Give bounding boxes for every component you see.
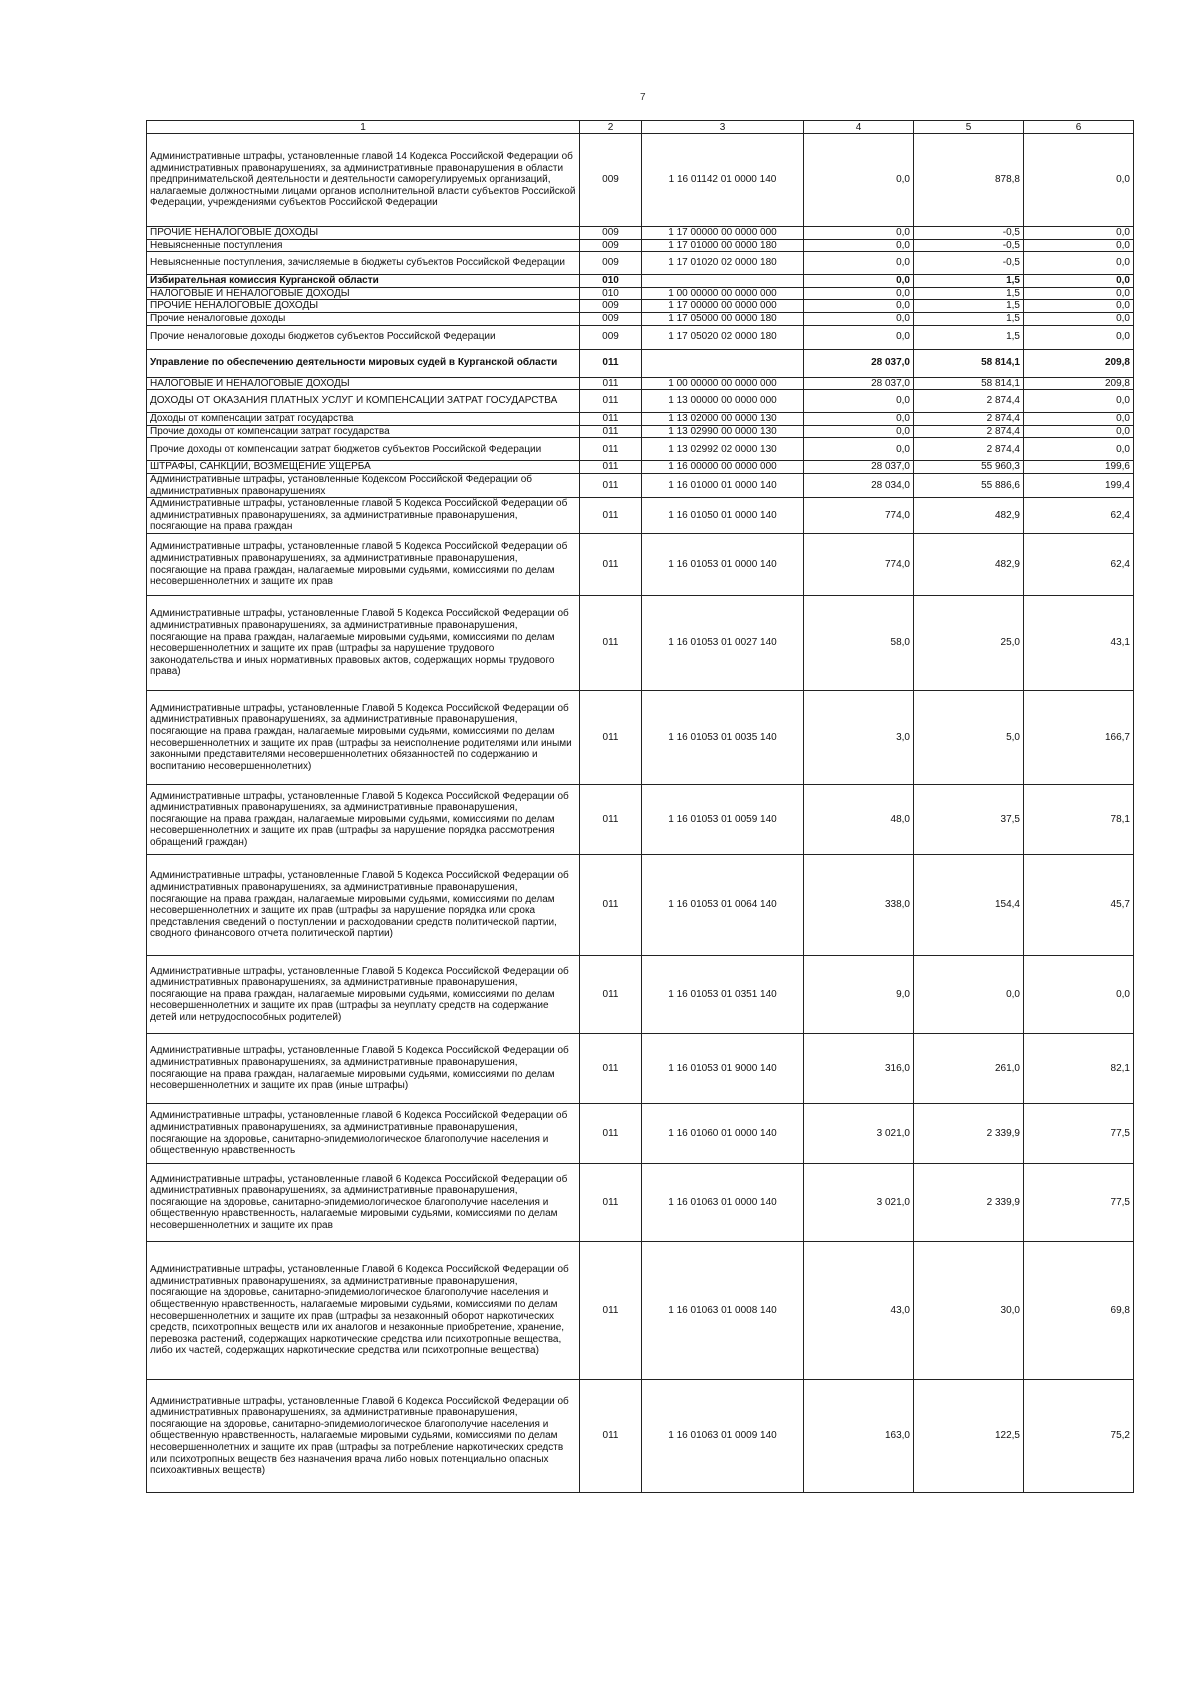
row-name-cell: Административные штрафы, установленные Главой 5 Кодекса Российской Федерации об административных правонарушениях, за административные правонарушения, посягающие на права граждан, налагаемые мировыми судьями, комиссиями по делам несовершеннолетних и защите их прав (иные штрафы): [147, 1034, 580, 1104]
row-name-cell: Административные штрафы, установленные главой 5 Кодекса Российской Федерации об административных правонарушениях, за административные правонарушения, посягающие на права граждан: [147, 498, 580, 534]
row-col5-cell: 122,5: [914, 1380, 1024, 1493]
row-name-cell: Административные штрафы, установленные главой 14 Кодекса Российской Федерации об административных правонарушениях, за административные правонарушения в области предпринимательской деятельности и деятельности саморегулируемых организаций, налагаемые должностными лицами органов исполнительной власти субъектов Российской Федерации, учреждениями субъектов Российской Федерации: [147, 134, 580, 227]
table-row: [147, 312, 1134, 325]
row-col6-cell: 209,8: [1024, 377, 1134, 390]
row-col6-cell: 0,0: [1024, 438, 1134, 461]
table-row: [147, 1034, 1134, 1104]
row-admin-code-cell: 009: [580, 300, 642, 313]
column-header: 2: [580, 121, 642, 134]
row-admin-code-cell: 011: [580, 855, 642, 956]
row-budget-code-cell: 1 00 00000 00 0000 000: [642, 377, 804, 390]
row-name-cell: Прочие неналоговые доходы: [147, 312, 580, 325]
row-col4-cell: 0,0: [804, 275, 914, 288]
row-col5-cell: 2 874,4: [914, 425, 1024, 438]
row-budget-code-cell: 1 17 00000 00 0000 000: [642, 300, 804, 313]
row-col5-cell: 2 874,4: [914, 438, 1024, 461]
table-row: [147, 855, 1134, 956]
row-col6-cell: 0,0: [1024, 287, 1134, 300]
row-budget-code-cell: 1 16 01000 01 0000 140: [642, 473, 804, 497]
row-col6-cell: 0,0: [1024, 134, 1134, 227]
row-budget-code-cell: 1 16 01060 01 0000 140: [642, 1104, 804, 1164]
row-col5-cell: 2 874,4: [914, 390, 1024, 413]
row-admin-code-cell: 011: [580, 1242, 642, 1380]
table-row: [147, 956, 1134, 1034]
row-budget-code-cell: 1 13 02992 02 0000 130: [642, 438, 804, 461]
row-col5-cell: 1,5: [914, 325, 1024, 349]
row-col5-cell: 1,5: [914, 312, 1024, 325]
row-col4-cell: 3 021,0: [804, 1164, 914, 1242]
row-col4-cell: 0,0: [804, 239, 914, 252]
row-col6-cell: 62,4: [1024, 534, 1134, 596]
row-admin-code-cell: 009: [580, 227, 642, 240]
row-name-cell: ШТРАФЫ, САНКЦИИ, ВОЗМЕЩЕНИЕ УЩЕРБА: [147, 461, 580, 474]
row-col4-cell: 28 034,0: [804, 473, 914, 497]
table-row: [147, 498, 1134, 534]
row-name-cell: НАЛОГОВЫЕ И НЕНАЛОГОВЫЕ ДОХОДЫ: [147, 287, 580, 300]
row-name-cell: Невыясненные поступления, зачисляемые в бюджеты субъектов Российской Федерации: [147, 252, 580, 275]
table-row: [147, 413, 1134, 426]
row-admin-code-cell: 009: [580, 239, 642, 252]
row-admin-code-cell: 009: [580, 325, 642, 349]
row-col5-cell: 2 339,9: [914, 1104, 1024, 1164]
row-col4-cell: 0,0: [804, 227, 914, 240]
row-name-cell: Прочие доходы от компенсации затрат бюджетов субъектов Российской Федерации: [147, 438, 580, 461]
table-row: [147, 1380, 1134, 1493]
row-col6-cell: 62,4: [1024, 498, 1134, 534]
table-row: [147, 473, 1134, 497]
row-admin-code-cell: 011: [580, 1034, 642, 1104]
table-row: [147, 287, 1134, 300]
row-name-cell: Административные штрафы, установленные Главой 5 Кодекса Российской Федерации об административных правонарушениях, за административные правонарушения, посягающие на права граждан, налагаемые мировыми судьями, комиссиями по делам несовершеннолетних и защите их прав (штрафы за нарушение порядка или срока представления сведений о поступлении и расходовании средств политической партии, сводного финансового отчета политической партии): [147, 855, 580, 956]
table-row: [147, 1242, 1134, 1380]
row-name-cell: Прочие доходы от компенсации затрат государства: [147, 425, 580, 438]
revenue-table: [146, 120, 1134, 1493]
row-name-cell: Административные штрафы, установленные Главой 6 Кодекса Российской Федерации об административных правонарушениях, за административные правонарушения, посягающие на здоровье, санитарно-эпидемиологическое благополучие населения и общественную нравственность, налагаемые мировыми судьями, комиссиями по делам несовершеннолетних и защите их прав (штрафы за незаконный оборот наркотических средств, психотропных веществ или их аналогов и незаконные приобретение, хранение, перевозка растений, содержащих наркотические средства или психотропные вещества, либо их частей, содержащих наркотические средства или психотропные вещества): [147, 1242, 580, 1380]
row-budget-code-cell: 1 16 01063 01 0000 140: [642, 1164, 804, 1242]
row-col4-cell: 0,0: [804, 300, 914, 313]
row-name-cell: Административные штрафы, установленные главой 5 Кодекса Российской Федерации об административных правонарушениях, за административные правонарушения, посягающие на права граждан, налагаемые мировыми судьями, комиссиями по делам несовершеннолетних и защите их прав: [147, 534, 580, 596]
table-row: [147, 785, 1134, 855]
row-col6-cell: 82,1: [1024, 1034, 1134, 1104]
row-budget-code-cell: 1 17 00000 00 0000 000: [642, 227, 804, 240]
row-col5-cell: 482,9: [914, 498, 1024, 534]
row-budget-code-cell: 1 16 01053 01 0059 140: [642, 785, 804, 855]
row-col5-cell: 2 874,4: [914, 413, 1024, 426]
row-col4-cell: 0,0: [804, 390, 914, 413]
row-admin-code-cell: 011: [580, 1380, 642, 1493]
row-col4-cell: 0,0: [804, 134, 914, 227]
row-budget-code-cell: 1 16 01142 01 0000 140: [642, 134, 804, 227]
table-row: [147, 461, 1134, 474]
row-budget-code-cell: 1 16 01053 01 0000 140: [642, 534, 804, 596]
row-name-cell: Прочие неналоговые доходы бюджетов субъектов Российской Федерации: [147, 325, 580, 349]
row-col5-cell: 0,0: [914, 956, 1024, 1034]
row-col5-cell: 1,5: [914, 300, 1024, 313]
row-col6-cell: 0,0: [1024, 239, 1134, 252]
row-col5-cell: 37,5: [914, 785, 1024, 855]
row-col5-cell: 5,0: [914, 691, 1024, 785]
row-col4-cell: 774,0: [804, 534, 914, 596]
row-name-cell: Административные штрафы, установленные Главой 5 Кодекса Российской Федерации об административных правонарушениях, за административные правонарушения, посягающие на права граждан, налагаемые мировыми судьями, комиссиями по делам несовершеннолетних и защите их прав (штрафы за неисполнение родителями или иными законными представителями несовершеннолетних обязанностей по содержанию и воспитанию несовершеннолетних): [147, 691, 580, 785]
row-budget-code-cell: 1 17 05000 00 0000 180: [642, 312, 804, 325]
table-row: [147, 275, 1134, 288]
row-col5-cell: 55 886,6: [914, 473, 1024, 497]
row-col6-cell: 0,0: [1024, 227, 1134, 240]
row-budget-code-cell: 1 16 01063 01 0009 140: [642, 1380, 804, 1493]
row-col4-cell: 0,0: [804, 252, 914, 275]
row-col6-cell: 43,1: [1024, 596, 1134, 691]
column-header: 3: [642, 121, 804, 134]
row-col4-cell: 316,0: [804, 1034, 914, 1104]
row-admin-code-cell: 011: [580, 1104, 642, 1164]
row-admin-code-cell: 011: [580, 425, 642, 438]
table-row: [147, 691, 1134, 785]
row-admin-code-cell: 010: [580, 275, 642, 288]
row-col6-cell: 0,0: [1024, 425, 1134, 438]
table-row: [147, 349, 1134, 377]
row-col5-cell: 1,5: [914, 275, 1024, 288]
row-col4-cell: 0,0: [804, 287, 914, 300]
row-admin-code-cell: 011: [580, 377, 642, 390]
row-admin-code-cell: 011: [580, 956, 642, 1034]
row-budget-code-cell: 1 16 01053 01 0027 140: [642, 596, 804, 691]
row-name-cell: ПРОЧИЕ НЕНАЛОГОВЫЕ ДОХОДЫ: [147, 300, 580, 313]
table-row: [147, 239, 1134, 252]
row-admin-code-cell: 011: [580, 438, 642, 461]
row-budget-code-cell: 1 17 05020 02 0000 180: [642, 325, 804, 349]
row-admin-code-cell: 011: [580, 413, 642, 426]
table-row: [147, 534, 1134, 596]
row-col4-cell: 28 037,0: [804, 377, 914, 390]
row-col6-cell: 78,1: [1024, 785, 1134, 855]
row-name-cell: Административные штрафы, установленные главой 6 Кодекса Российской Федерации об административных правонарушениях, за административные правонарушения, посягающие на здоровье, санитарно-эпидемиологическое благополучие населения и общественную нравственность, налагаемые мировыми судьями, комиссиями по делам несовершеннолетних и защите их прав: [147, 1164, 580, 1242]
row-col5-cell: 154,4: [914, 855, 1024, 956]
row-col5-cell: 261,0: [914, 1034, 1024, 1104]
row-col6-cell: 0,0: [1024, 312, 1134, 325]
row-col6-cell: 0,0: [1024, 413, 1134, 426]
column-header: 6: [1024, 121, 1134, 134]
row-admin-code-cell: 011: [580, 473, 642, 497]
row-col5-cell: 55 960,3: [914, 461, 1024, 474]
row-col4-cell: 28 037,0: [804, 461, 914, 474]
row-col5-cell: -0,5: [914, 227, 1024, 240]
row-col5-cell: 878,8: [914, 134, 1024, 227]
row-budget-code-cell: 1 16 01053 01 9000 140: [642, 1034, 804, 1104]
row-admin-code-cell: 011: [580, 461, 642, 474]
table-row: [147, 325, 1134, 349]
table-row: [147, 438, 1134, 461]
row-col6-cell: 45,7: [1024, 855, 1134, 956]
row-col6-cell: 0,0: [1024, 325, 1134, 349]
table-row: [147, 134, 1134, 227]
table-row: [147, 390, 1134, 413]
row-budget-code-cell: 1 17 01020 02 0000 180: [642, 252, 804, 275]
table-row: [147, 1104, 1134, 1164]
row-col4-cell: 0,0: [804, 438, 914, 461]
row-col6-cell: 77,5: [1024, 1164, 1134, 1242]
row-budget-code-cell: [642, 275, 804, 288]
row-name-cell: Административные штрафы, установленные Главой 5 Кодекса Российской Федерации об административных правонарушениях, за административные правонарушения, посягающие на права граждан, налагаемые мировыми судьями, комиссиями по делам несовершеннолетних и защите их прав (штрафы за неуплату средств на содержание детей или нетрудоспособных родителей): [147, 956, 580, 1034]
row-budget-code-cell: 1 16 01053 01 0035 140: [642, 691, 804, 785]
row-col6-cell: 199,6: [1024, 461, 1134, 474]
page-number: 7: [640, 92, 646, 103]
table-row: [147, 252, 1134, 275]
row-name-cell: ДОХОДЫ ОТ ОКАЗАНИЯ ПЛАТНЫХ УСЛУГ И КОМПЕНСАЦИИ ЗАТРАТ ГОСУДАРСТВА: [147, 390, 580, 413]
row-name-cell: Административные штрафы, установленные Главой 6 Кодекса Российской Федерации об административных правонарушениях, за административные правонарушения, посягающие на здоровье, санитарно-эпидемиологическое благополучие населения и общественную нравственность, налагаемые мировыми судьями, комиссиями по делам несовершеннолетних и защите их прав (штрафы за потребление наркотических средств или психотропных веществ без назначения врача либо новых потенциально опасных психоактивных веществ): [147, 1380, 580, 1493]
row-col5-cell: 58 814,1: [914, 377, 1024, 390]
row-admin-code-cell: 011: [580, 596, 642, 691]
row-col6-cell: 209,8: [1024, 349, 1134, 377]
row-name-cell: Невыясненные поступления: [147, 239, 580, 252]
table-body: [147, 134, 1134, 1493]
row-budget-code-cell: 1 16 01053 01 0351 140: [642, 956, 804, 1034]
row-admin-code-cell: 011: [580, 390, 642, 413]
row-col4-cell: 9,0: [804, 956, 914, 1034]
row-col4-cell: 43,0: [804, 1242, 914, 1380]
header-row: [147, 121, 1134, 134]
row-admin-code-cell: 011: [580, 498, 642, 534]
column-header: 1: [147, 121, 580, 134]
row-budget-code-cell: 1 17 01000 00 0000 180: [642, 239, 804, 252]
row-col6-cell: 0,0: [1024, 390, 1134, 413]
row-col4-cell: 0,0: [804, 325, 914, 349]
row-col5-cell: 1,5: [914, 287, 1024, 300]
row-col6-cell: 166,7: [1024, 691, 1134, 785]
row-col6-cell: 0,0: [1024, 252, 1134, 275]
row-col4-cell: 0,0: [804, 312, 914, 325]
row-col6-cell: 0,0: [1024, 275, 1134, 288]
row-admin-code-cell: 009: [580, 134, 642, 227]
row-admin-code-cell: 011: [580, 534, 642, 596]
row-budget-code-cell: 1 16 00000 00 0000 000: [642, 461, 804, 474]
row-budget-code-cell: [642, 349, 804, 377]
row-col5-cell: 25,0: [914, 596, 1024, 691]
row-name-cell: ПРОЧИЕ НЕНАЛОГОВЫЕ ДОХОДЫ: [147, 227, 580, 240]
row-name-cell: Избирательная комиссия Курганской области: [147, 275, 580, 288]
row-col6-cell: 0,0: [1024, 300, 1134, 313]
table-row: [147, 227, 1134, 240]
row-col5-cell: 2 339,9: [914, 1164, 1024, 1242]
row-name-cell: Административные штрафы, установленные Главой 5 Кодекса Российской Федерации об административных правонарушениях, за административные правонарушения, посягающие на права граждан, налагаемые мировыми судьями, комиссиями по делам несовершеннолетних и защите их прав (штрафы за нарушение трудового законодательства и иных нормативных правовых актов, содержащих нормы трудового права): [147, 596, 580, 691]
row-budget-code-cell: 1 13 02990 00 0000 130: [642, 425, 804, 438]
row-admin-code-cell: 011: [580, 691, 642, 785]
row-col6-cell: 0,0: [1024, 956, 1134, 1034]
row-col4-cell: 48,0: [804, 785, 914, 855]
row-col6-cell: 199,4: [1024, 473, 1134, 497]
row-name-cell: Административные штрафы, установленные Кодексом Российской Федерации об административных правонарушениях: [147, 473, 580, 497]
table-row: [147, 1164, 1134, 1242]
row-col5-cell: -0,5: [914, 239, 1024, 252]
row-col4-cell: 28 037,0: [804, 349, 914, 377]
row-col4-cell: 3 021,0: [804, 1104, 914, 1164]
row-col4-cell: 0,0: [804, 413, 914, 426]
row-name-cell: Управление по обеспечению деятельности мировых судей в Курганской области: [147, 349, 580, 377]
row-col5-cell: -0,5: [914, 252, 1024, 275]
row-col4-cell: 338,0: [804, 855, 914, 956]
row-admin-code-cell: 011: [580, 349, 642, 377]
table-row: [147, 377, 1134, 390]
row-col5-cell: 30,0: [914, 1242, 1024, 1380]
column-header: 5: [914, 121, 1024, 134]
row-name-cell: Административные штрафы, установленные Главой 5 Кодекса Российской Федерации об административных правонарушениях, за административные правонарушения, посягающие на права граждан, налагаемые мировыми судьями, комиссиями по делам несовершеннолетних и защите их прав (штрафы за нарушение порядка рассмотрения обращений граждан): [147, 785, 580, 855]
row-col4-cell: 163,0: [804, 1380, 914, 1493]
row-budget-code-cell: 1 13 02000 00 0000 130: [642, 413, 804, 426]
row-col4-cell: 3,0: [804, 691, 914, 785]
row-col6-cell: 77,5: [1024, 1104, 1134, 1164]
row-budget-code-cell: 1 16 01053 01 0064 140: [642, 855, 804, 956]
table-row: [147, 425, 1134, 438]
row-col6-cell: 75,2: [1024, 1380, 1134, 1493]
row-admin-code-cell: 009: [580, 252, 642, 275]
row-admin-code-cell: 010: [580, 287, 642, 300]
row-name-cell: Административные штрафы, установленные главой 6 Кодекса Российской Федерации об административных правонарушениях, за административные правонарушения, посягающие на здоровье, санитарно-эпидемиологическое благополучие населения и общественную нравственность: [147, 1104, 580, 1164]
row-col4-cell: 58,0: [804, 596, 914, 691]
row-admin-code-cell: 011: [580, 1164, 642, 1242]
row-budget-code-cell: 1 13 00000 00 0000 000: [642, 390, 804, 413]
row-budget-code-cell: 1 16 01063 01 0008 140: [642, 1242, 804, 1380]
table-row: [147, 596, 1134, 691]
row-col4-cell: 774,0: [804, 498, 914, 534]
row-col4-cell: 0,0: [804, 425, 914, 438]
row-admin-code-cell: 011: [580, 785, 642, 855]
row-col5-cell: 482,9: [914, 534, 1024, 596]
row-budget-code-cell: 1 16 01050 01 0000 140: [642, 498, 804, 534]
row-name-cell: НАЛОГОВЫЕ И НЕНАЛОГОВЫЕ ДОХОДЫ: [147, 377, 580, 390]
column-header: 4: [804, 121, 914, 134]
row-admin-code-cell: 009: [580, 312, 642, 325]
row-budget-code-cell: 1 00 00000 00 0000 000: [642, 287, 804, 300]
row-col5-cell: 58 814,1: [914, 349, 1024, 377]
row-col6-cell: 69,8: [1024, 1242, 1134, 1380]
table-row: [147, 300, 1134, 313]
row-name-cell: Доходы от компенсации затрат государства: [147, 413, 580, 426]
